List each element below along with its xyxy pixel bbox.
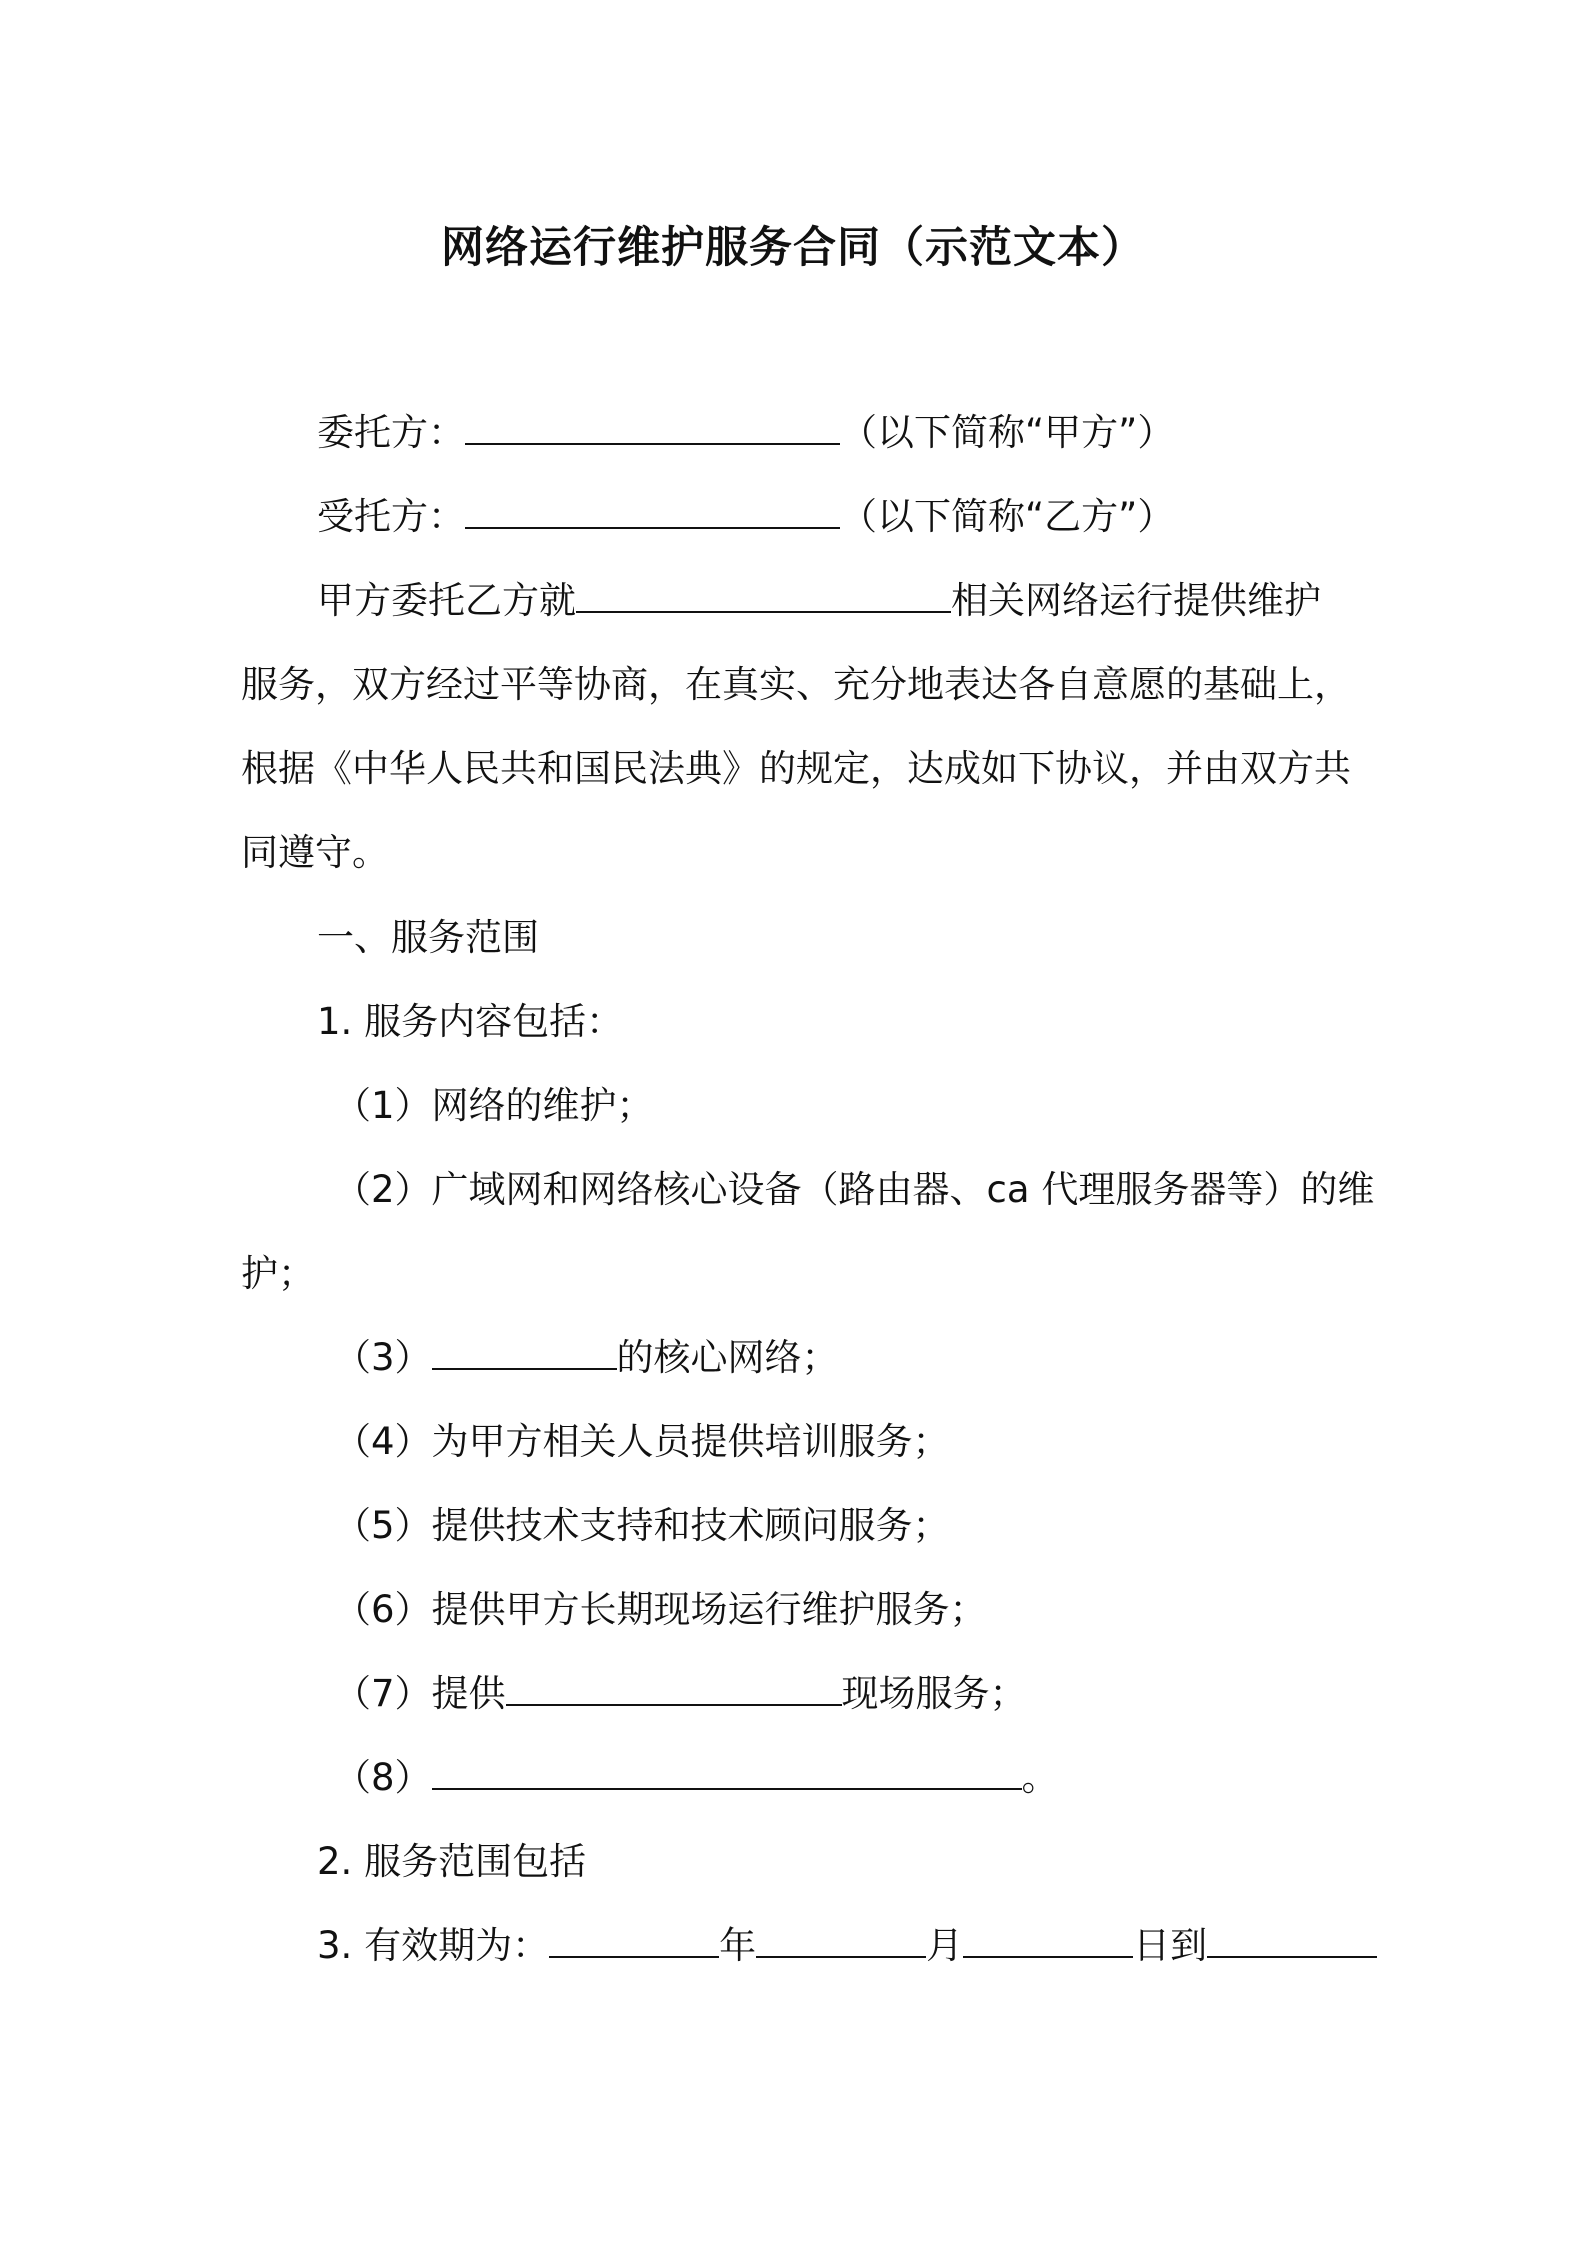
subclause-2: （2）广域网和网络核心设备（路由器、ca 代理服务器等）的维 [334, 1168, 1375, 1211]
preamble-line-3: 根据《中华人民共和国民法典》的规定，达成如下协议，并由双方共 [241, 747, 1351, 790]
start-month-blank[interactable] [756, 1926, 926, 1958]
contractor-suffix: （以下简称“乙方”） [840, 495, 1175, 538]
subclause-3-number: （3） [334, 1336, 432, 1379]
contractor-line [317, 490, 1174, 544]
start-year-blank[interactable] [549, 1926, 719, 1958]
contractor-label: 受托方： [317, 495, 465, 538]
document-title: 网络运行维护服务合同（示范文本） [441, 223, 1145, 273]
preamble-line-4: 同遵守。 [241, 831, 389, 874]
subclause-7 [334, 1667, 1027, 1721]
subclause-7-text-b: 现场服务； [841, 1672, 1027, 1715]
subclause-4: （4）为甲方相关人员提供培训服务； [334, 1420, 950, 1463]
core-network-blank[interactable] [432, 1338, 617, 1370]
end-date-blank[interactable] [1207, 1926, 1377, 1958]
subclause-2-continued: 护； [241, 1252, 315, 1295]
section-heading: 一、服务范围 [317, 916, 539, 959]
contractor-name-blank[interactable] [465, 497, 840, 529]
other-service-blank[interactable] [432, 1758, 1022, 1790]
client-line [317, 406, 1174, 460]
subclause-3 [334, 1331, 839, 1385]
subclause-8-end: 。 [1021, 1756, 1059, 1799]
day-to-label: 日到 [1133, 1924, 1208, 1967]
clause-3-label: 3. 有效期为： [317, 1924, 550, 1967]
clause-2: 2. 服务范围包括 [317, 1840, 587, 1883]
client-label: 委托方： [317, 411, 465, 454]
network-subject-blank[interactable] [576, 581, 951, 613]
onsite-service-blank[interactable] [506, 1674, 842, 1706]
subclause-7-text-a: （7）提供 [334, 1672, 506, 1715]
start-day-blank[interactable] [963, 1926, 1133, 1958]
clause-3 [317, 1919, 1377, 1973]
month-label: 月 [926, 1924, 964, 1967]
subclause-5: （5）提供技术支持和技术顾问服务； [334, 1504, 950, 1547]
subclause-6: （6）提供甲方长期现场运行维护服务； [334, 1588, 987, 1631]
preamble-line-1 [317, 574, 1321, 628]
year-label: 年 [719, 1924, 757, 1967]
subclause-8 [334, 1751, 1059, 1805]
client-suffix: （以下简称“甲方”） [840, 411, 1175, 454]
preamble-text-b: 相关网络运行提供维护 [951, 579, 1321, 622]
subclause-1: （1）网络的维护； [334, 1084, 654, 1127]
preamble-line-2: 服务，双方经过平等协商，在真实、充分地表达各自意愿的基础上， [241, 663, 1351, 706]
preamble-text-a: 甲方委托乙方就 [317, 579, 576, 622]
subclause-8-number: （8） [334, 1756, 432, 1799]
subclause-3-text: 的核心网络； [616, 1336, 839, 1379]
clause-1: 1. 服务内容包括： [317, 1000, 624, 1043]
client-name-blank[interactable] [465, 413, 840, 445]
